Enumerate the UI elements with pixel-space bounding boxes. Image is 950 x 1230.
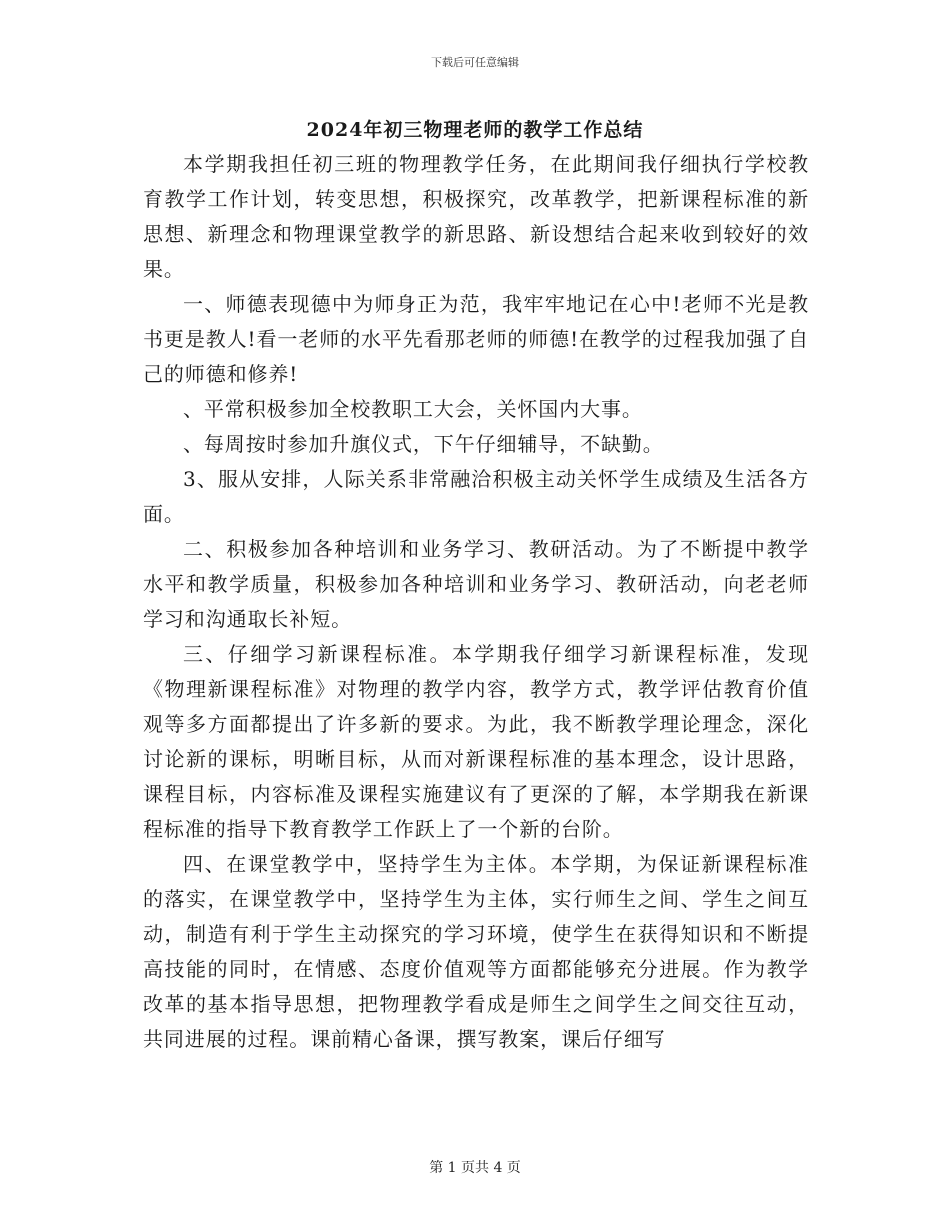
download-note: 下载后可任意编辑 — [431, 56, 519, 69]
document-body — [143, 147, 809, 1057]
paragraph-item-3: 3、服从安排，人际关系非常融洽积极主动关怀学生成绩及生活各方面。 — [143, 467, 809, 526]
paragraph-item-1: 、平常积极参加全校教职工大会，关怀国内大事。 — [183, 397, 643, 421]
page-number: 第 1 页共 4 页 — [429, 1160, 521, 1176]
document-title: 2024年初三物理老师的教学工作总结 — [306, 119, 644, 141]
paragraph-section-3: 三、仔细学习新课程标准。本学期我仔细学习新课程标准，发现《物理新课程标准》对物理的教学内容，教学方式，教学评估教育价值观等多方面都提出了许多新的要求。为此，我不断教学理论理念，深化讨论新的课标，明晰目标，从而对新课程标准的基本理念，设计思路，课程目标，内容标准及课程实施建议有了更深的了解，本学期我在新课程标准的指导下教育教学工作跃上了一个新的台阶。 — [143, 642, 809, 841]
paragraph-section-1: 一、师德表现德中为师身正为范，我牢牢地记在心中!老师不光是教书更是教人!看一老师的水平先看那老师的师德!在教学的过程我加强了自己的师德和修养! — [143, 292, 809, 386]
paragraph-intro: 本学期我担任初三班的物理教学任务，在此期间我仔细执行学校教育教学工作计划，转变思想，积极探究，改革教学，把新课程标准的新思想、新理念和物理课堂教学的新思路、新设想结合起来收到较好的效果。 — [143, 152, 809, 281]
paragraph-item-2: 、每周按时参加升旗仪式，下午仔细辅导，不缺勤。 — [183, 432, 664, 456]
paragraph-section-4: 四、在课堂教学中，坚持学生为主体。本学期，为保证新课程标准的落实，在课堂教学中，坚持学生为主体，实行师生之间、学生之间互动，制造有利于学生主动探究的学习环境，使学生在获得知识和不断提高技能的同时，在情感、态度价值观等方面都能够充分进展。作为教学改革的基本指导思想，把物理教学看成是师生之间学生之间交往互动，共同进展的过程。课前精心备课，撰写教案，课后仔细写 — [143, 852, 809, 1051]
paragraph-section-2: 二、积极参加各种培训和业务学习、教研活动。为了不断提中教学水平和教学质量，积极参加各种培训和业务学习、教研活动，向老老师学习和沟通取长补短。 — [143, 537, 809, 631]
